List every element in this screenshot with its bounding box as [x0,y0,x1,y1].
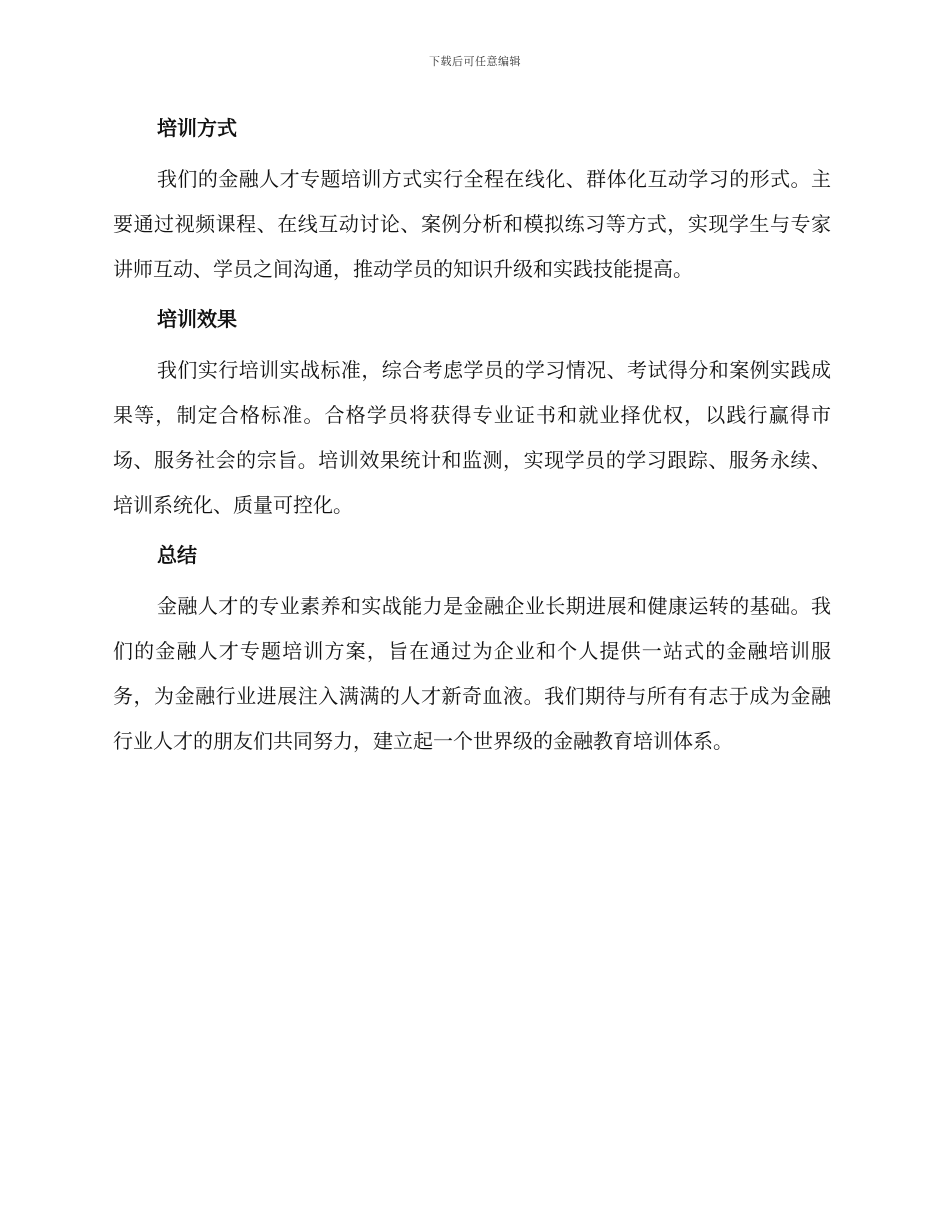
section-heading-training-effect: 培训效果 [157,307,237,331]
section-paragraph-training-method: 我们的金融人才专题培训方式实行全程在线化、群体化互动学习的形式。主要通过视频课程、在线互动讨论、案例分析和模拟练习等方式，实现学生与专家讲师互动、学员之间沟通，推动学员的知识升级和实践技能提高。 [113,167,831,281]
section-heading-training-method: 培训方式 [157,116,237,140]
document-body [113,112,831,764]
section-paragraph-training-effect: 我们实行培训实战标准，综合考虑学员的学习情况、考试得分和案例实践成果等，制定合格标准。合格学员将获得专业证书和就业择优权，以践行赢得市场、服务社会的宗旨。培训效果统计和监测，实现学员的学习跟踪、服务永续、培训系统化、质量可控化。 [113,358,831,517]
page-header-note: 下载后可任意编辑 [429,55,521,68]
section-heading-summary: 总结 [157,543,197,567]
section-paragraph-summary: 金融人才的专业素养和实战能力是金融企业长期进展和健康运转的基础。我们的金融人才专题培训方案，旨在通过为企业和个人提供一站式的金融培训服务，为金融行业进展注入满满的人才新奇血液。我们期待与所有有志于成为金融行业人才的朋友们共同努力，建立起一个世界级的金融教育培训体系。 [113,594,831,753]
